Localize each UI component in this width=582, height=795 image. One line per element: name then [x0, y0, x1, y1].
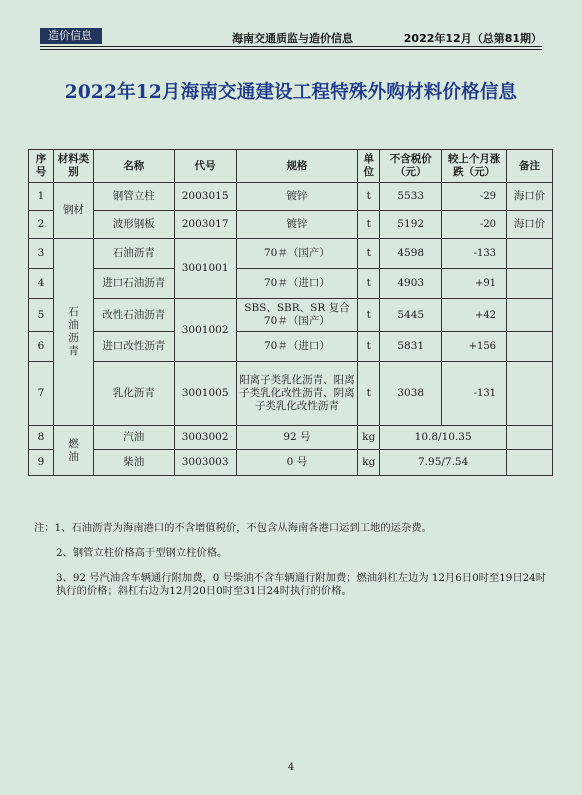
cell-change: +91 — [442, 269, 507, 299]
cell-unit: t — [358, 299, 380, 332]
table-row — [29, 450, 553, 476]
note-1: 注：1、石油沥青为海南港口的不含增值税价，不包含从海南各港口运到工地的运杂费。 — [34, 522, 432, 534]
cell-unit: t — [358, 239, 380, 269]
cell-seq: 2 — [29, 211, 54, 239]
page-number: 4 — [287, 762, 295, 773]
cell-unit: t — [358, 332, 380, 362]
cell-seq: 5 — [29, 299, 54, 332]
issue-label: 2022年12月（总第81期） — [403, 32, 542, 45]
cell-price: 3038 — [380, 362, 442, 426]
cell-unit: kg — [358, 426, 380, 450]
category-fuel: 燃油 — [53, 426, 93, 476]
category-asphalt: 石油沥青 — [53, 239, 93, 426]
table-row — [29, 211, 553, 239]
cell-remark — [507, 239, 553, 269]
table-header-row — [29, 150, 553, 183]
header-code: 代号 — [174, 150, 236, 183]
page-title: 2022年12月海南交通建设工程特殊外购材料价格信息 — [64, 82, 518, 103]
header-category: 材料类别 — [53, 150, 93, 183]
cell-name: 波形钢板 — [93, 211, 174, 239]
header-spec: 规格 — [236, 150, 358, 183]
cell-seq: 6 — [29, 332, 54, 362]
cell-unit: t — [358, 183, 380, 211]
cell-code: 3001005 — [174, 362, 236, 426]
cell-name: 乳化沥青 — [93, 362, 174, 426]
cell-remark — [507, 362, 553, 426]
table-row — [29, 426, 553, 450]
cell-change: -131 — [442, 362, 507, 426]
header-price: 不含税价（元） — [380, 150, 442, 183]
cell-seq: 3 — [29, 239, 54, 269]
cell-remark — [507, 269, 553, 299]
cell-code: 3003002 — [174, 426, 236, 450]
cell-name: 柴油 — [93, 450, 174, 476]
cell-spec: 70＃（进口） — [236, 332, 358, 362]
cell-change: -20 — [442, 211, 507, 239]
cell-change: +42 — [442, 299, 507, 332]
publication-name: 海南交通质监与造价信息 — [232, 32, 353, 45]
note-2: 2、钢管立柱价格高于型钢立柱价格。 — [56, 547, 228, 559]
header-change: 较上个月涨跌（元） — [442, 150, 507, 183]
header-seq: 序号 — [29, 150, 54, 183]
cell-code: 2003017 — [174, 211, 236, 239]
cell-seq: 4 — [29, 269, 54, 299]
cell-spec: 70＃（进口） — [236, 269, 358, 299]
cell-remark — [507, 450, 553, 476]
cell-change: +156 — [442, 332, 507, 362]
cell-seq: 8 — [29, 426, 54, 450]
cell-change: -133 — [442, 239, 507, 269]
cell-remark — [507, 299, 553, 332]
cell-unit: t — [358, 269, 380, 299]
category-steel: 钢材 — [53, 183, 93, 239]
cell-unit: t — [358, 362, 380, 426]
header-name: 名称 — [93, 150, 174, 183]
note-3: 3、92 号汽油含车辆通行附加费，0 号柴油不含车辆通行附加费；燃油斜杠左边为 12月6日0时至19日24时执行的价格；斜杠右边为12月20日0时至31日24时执行的价格。 — [56, 572, 547, 597]
cell-spec: 镀锌 — [236, 183, 358, 211]
cell-change: -29 — [442, 183, 507, 211]
cell-name: 改性石油沥青 — [93, 299, 174, 332]
cell-spec: SBS、SBR、SR 复合 70＃（国产） — [236, 299, 358, 332]
cell-name: 石油沥青 — [93, 239, 174, 269]
cell-spec: 92 号 — [236, 426, 358, 450]
table-row — [29, 362, 553, 426]
cell-spec: 镀锌 — [236, 211, 358, 239]
cell-remark: 海口价 — [507, 211, 553, 239]
table-row — [29, 299, 553, 332]
cell-remark: 海口价 — [507, 183, 553, 211]
cell-seq: 7 — [29, 362, 54, 426]
cell-name: 汽油 — [93, 426, 174, 450]
table-row — [29, 332, 553, 362]
table-row — [29, 239, 553, 269]
cell-price: 5192 — [380, 211, 442, 239]
cell-unit: t — [358, 211, 380, 239]
cell-remark — [507, 332, 553, 362]
cell-spec: 0 号 — [236, 450, 358, 476]
cell-spec: 70＃（国产） — [236, 239, 358, 269]
cell-code: 3001001 — [174, 239, 236, 299]
cell-seq: 1 — [29, 183, 54, 211]
header-remark: 备注 — [507, 150, 553, 183]
cell-code: 3003003 — [174, 450, 236, 476]
header-unit: 单位 — [358, 150, 380, 183]
cell-price: 4903 — [380, 269, 442, 299]
cell-price: 5445 — [380, 299, 442, 332]
cell-code: 3001002 — [174, 299, 236, 362]
cell-price-combined: 7.95/7.54 — [380, 450, 507, 476]
cell-spec: 阳离子类乳化沥青、阳离子类乳化改性沥青、阴离子类乳化改性沥青 — [236, 362, 358, 426]
cell-seq: 9 — [29, 450, 54, 476]
section-tag: 造价信息 — [40, 28, 102, 44]
cell-unit: kg — [358, 450, 380, 476]
cell-remark — [507, 426, 553, 450]
cell-code: 2003015 — [174, 183, 236, 211]
table-row — [29, 269, 553, 299]
cell-price: 5533 — [380, 183, 442, 211]
running-header — [232, 30, 542, 46]
cell-name: 进口改性沥青 — [93, 332, 174, 362]
notes — [34, 522, 554, 610]
header-rule — [40, 46, 542, 50]
cell-price: 4598 — [380, 239, 442, 269]
cell-name: 进口石油沥青 — [93, 269, 174, 299]
cell-price-combined: 10.8/10.35 — [380, 426, 507, 450]
cell-price: 5831 — [380, 332, 442, 362]
price-table — [28, 149, 553, 476]
cell-name: 钢管立柱 — [93, 183, 174, 211]
table-row — [29, 183, 553, 211]
